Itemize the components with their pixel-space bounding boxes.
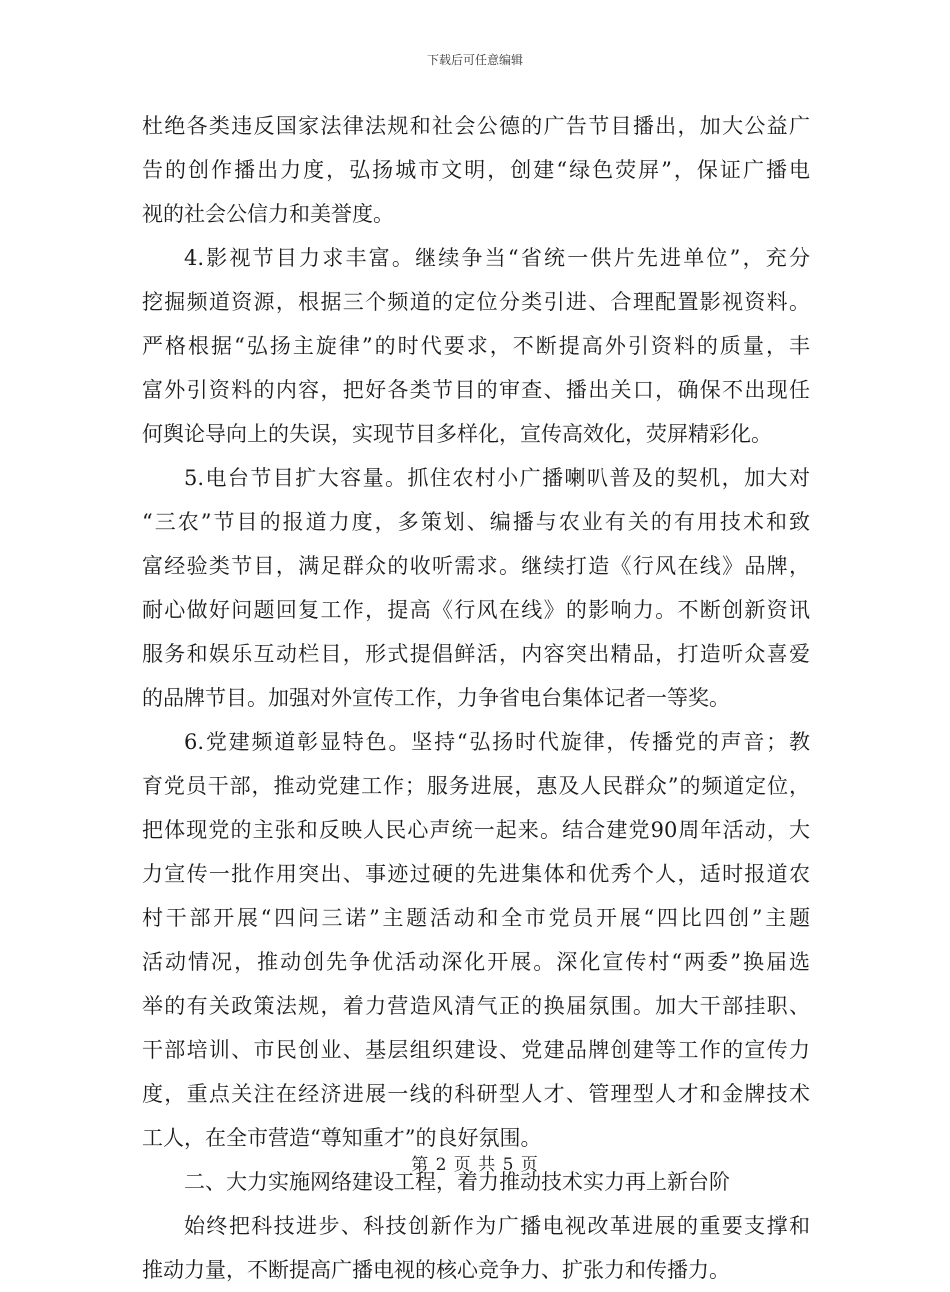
text-line: 活动情况，推动创先争优活动深化开展。深化宣传村“两委”换届选 <box>142 950 810 974</box>
text-line: 举的有关政策法规，着力营造风清气正的换届氛围。加大干部挂职、 <box>142 994 810 1018</box>
text-line: 杜绝各类违反国家法律法规和社会公德的广告节目播出，加大公益广 <box>142 114 810 138</box>
page-header: 下载后可任意编辑 <box>426 53 523 67</box>
text-line: 推动力量，不断提高广播电视的核心竞争力、扩张力和传播力。 <box>142 1258 730 1282</box>
text-line: 富经验类节目，满足群众的收听需求。继续打造《行风在线》品牌， <box>142 554 810 578</box>
text-line: 育党员干部，推动党建工作；服务进展，惠及人民群众”的频道定位， <box>142 774 810 798</box>
text-line: 何舆论导向上的失误，实现节目多样化，宣传高效化，荧屏精彩化。 <box>142 422 772 446</box>
document-body <box>142 104 810 1292</box>
text-line: 4.影视节目力求丰富。继续争当“省统一供片先进单位”，充分 <box>184 246 810 270</box>
text-line: 视的社会公信力和美誉度。 <box>142 202 394 226</box>
text-line: “三农”节目的报道力度，多策划、编播与农业有关的有用技术和致 <box>142 510 810 534</box>
text-line: 5.电台节目扩大容量。抓住农村小广播喇叭普及的契机，加大对 <box>184 466 810 490</box>
page-number: 第 2 页 共 5 页 <box>411 1155 539 1175</box>
text-line: 告的创作播出力度，弘扬城市文明，创建“绿色荧屏”，保证广播电 <box>142 158 810 182</box>
text-line: 把体现党的主张和反映人民心声统一起来。结合建党90周年活动，大 <box>142 818 810 842</box>
text-line: 富外引资料的内容，把好各类节目的审查、播出关口，确保不出现任 <box>142 378 810 402</box>
text-line: 严格根据“弘扬主旋律”的时代要求，不断提高外引资料的质量，丰 <box>142 334 810 358</box>
text-line: 度，重点关注在经济进展一线的科研型人才、管理型人才和金牌技术 <box>142 1082 810 1106</box>
text-line: 6.党建频道彰显特色。坚持“弘扬时代旋律，传播党的声音；教 <box>184 730 810 754</box>
text-line: 村干部开展“四问三诺”主题活动和全市党员开展“四比四创”主题 <box>142 906 810 930</box>
text-line: 始终把科技进步、科技创新作为广播电视改革进展的重要支撑和 <box>184 1214 810 1238</box>
text-line: 的品牌节目。加强对外宣传工作，力争省电台集体记者一等奖。 <box>142 686 730 710</box>
text-line: 干部培训、市民创业、基层组织建设、党建品牌创建等工作的宣传力 <box>142 1038 810 1062</box>
text-line: 力宣传一批作用突出、事迹过硬的先进集体和优秀个人，适时报道农 <box>142 862 810 886</box>
text-line: 工人，在全市营造“尊知重才”的良好氛围。 <box>142 1126 542 1150</box>
text-line: 耐心做好问题回复工作，提高《行风在线》的影响力。不断创新资讯 <box>142 598 810 622</box>
text-line: 二、大力实施网络建设工程，着力推动技术实力再上新台阶 <box>184 1170 730 1194</box>
text-line: 服务和娱乐互动栏目，形式提倡鲜活，内容突出精品，打造听众喜爱 <box>142 642 810 666</box>
text-line: 挖掘频道资源，根据三个频道的定位分类引进、合理配置影视资料。 <box>142 290 810 314</box>
